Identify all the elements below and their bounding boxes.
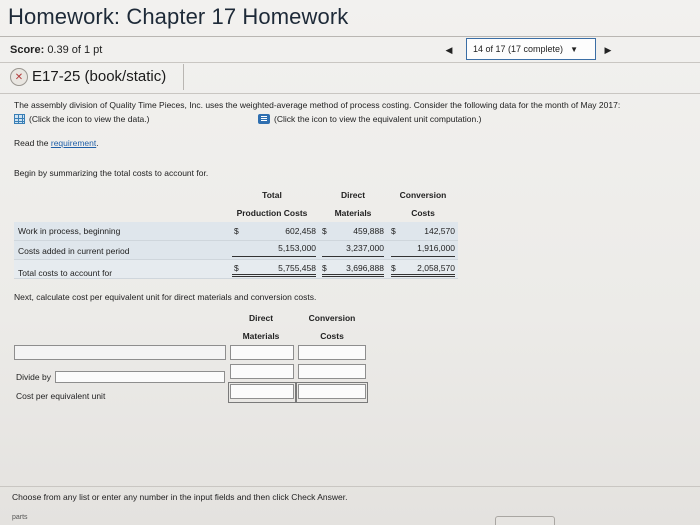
header-conv-line1: Conversion [399,190,447,200]
equivalent-units-link[interactable] [258,114,481,124]
score-label: Score: [10,44,45,56]
underline [322,256,384,257]
currency-sign: $ [234,263,239,273]
total-value: 5,755,458 [278,263,316,273]
divide-by-row [16,371,225,383]
data-table-icon[interactable] [14,114,25,124]
read-requirement [14,138,99,148]
underline [391,256,455,257]
conv-cost-per-eu-input[interactable] [298,384,366,399]
dm-equivalent-units-input[interactable] [230,364,294,379]
partial-credit-icon: ✕ [10,68,28,86]
question-nav-status: 14 of 17 (17 complete) [473,44,564,54]
read-prefix: Read the [14,138,49,148]
double-underline [391,274,455,277]
conv-equivalent-units-input[interactable] [298,364,366,379]
conv-value: 2,058,570 [417,263,455,273]
question-navigator-dropdown[interactable] [466,38,596,60]
divider [0,62,700,63]
triangle-right-icon: ▶ [604,44,612,55]
book-icon[interactable] [258,114,270,124]
header-dm-line1: Direct [248,313,274,323]
underline [232,256,316,257]
divide-by-select[interactable] [55,371,225,383]
dm-value: 3,237,000 [346,243,384,253]
row-label: Total costs to account for [18,268,113,278]
requirement-link[interactable]: requirement [50,138,97,148]
header-dm-line2: Materials [242,331,280,341]
header-conv-line2: Costs [320,331,344,341]
section1-instruction: Begin by summarizing the total costs to account for. [14,168,209,178]
read-suffix: . [96,138,99,148]
divider [0,93,700,94]
score-value: 0.39 of 1 pt [47,44,103,56]
question-intro: The assembly division of Quality Time Pieces, Inc. uses the weighted-average method of process costing. Consider the following data for the month of May 2017: [14,100,621,110]
caret-down-icon: ▼ [570,44,578,54]
section2-instruction: Next, calculate cost per equivalent unit for direct materials and conversion costs. [14,292,317,302]
total-value: 5,153,000 [278,243,316,253]
check-answer-button[interactable] [495,516,555,525]
divider [0,486,700,487]
dm-value: 3,696,888 [346,263,384,273]
row-label: Work in process, beginning [18,226,121,236]
header-conv-line2: Costs [411,208,435,218]
dm-value: 459,888 [353,226,384,236]
header-total-line1: Total [262,190,282,200]
page-title: Homework: Chapter 17 Homework [8,4,349,29]
header-conv-line1: Conversion [308,313,356,323]
total-value: 602,458 [285,226,316,236]
currency-sign: $ [322,263,327,273]
parts-label: parts [12,514,28,521]
numerator-label-select[interactable] [14,345,226,360]
next-question-button[interactable] [601,42,615,58]
conv-value: 1,916,000 [417,243,455,253]
header-dm-line2: Materials [334,208,372,218]
footer-instruction: Choose from any list or enter any number in the input fields and then click Check Answer. [12,492,348,502]
double-underline [232,274,316,277]
previous-question-button[interactable] [442,42,456,58]
dm-cost-per-eu-input[interactable] [230,384,294,399]
triangle-left-icon: ◀ [445,44,453,55]
double-underline [322,274,384,277]
header-total-line2: Production Costs [236,208,308,218]
question-id: E17-25 (book/static) [32,68,167,85]
header-dm-line1: Direct [340,190,366,200]
row-label: Costs added in current period [18,246,130,256]
dm-numerator-input[interactable] [230,345,294,360]
equivalent-units-link-text: (Click the icon to view the equivalent unit computation.) [274,114,482,124]
currency-sign: $ [322,226,327,236]
data-link[interactable] [14,114,149,124]
currency-sign: $ [391,263,396,273]
cost-per-eu-label: Cost per equivalent unit [16,391,106,401]
data-link-text: (Click the icon to view the data.) [29,114,150,124]
score-display [10,44,102,56]
currency-sign: $ [391,226,396,236]
divider [0,36,700,37]
conv-value: 142,570 [424,226,455,236]
currency-sign: $ [234,226,239,236]
divide-by-label: Divide by [16,372,51,382]
conv-numerator-input[interactable] [298,345,366,360]
